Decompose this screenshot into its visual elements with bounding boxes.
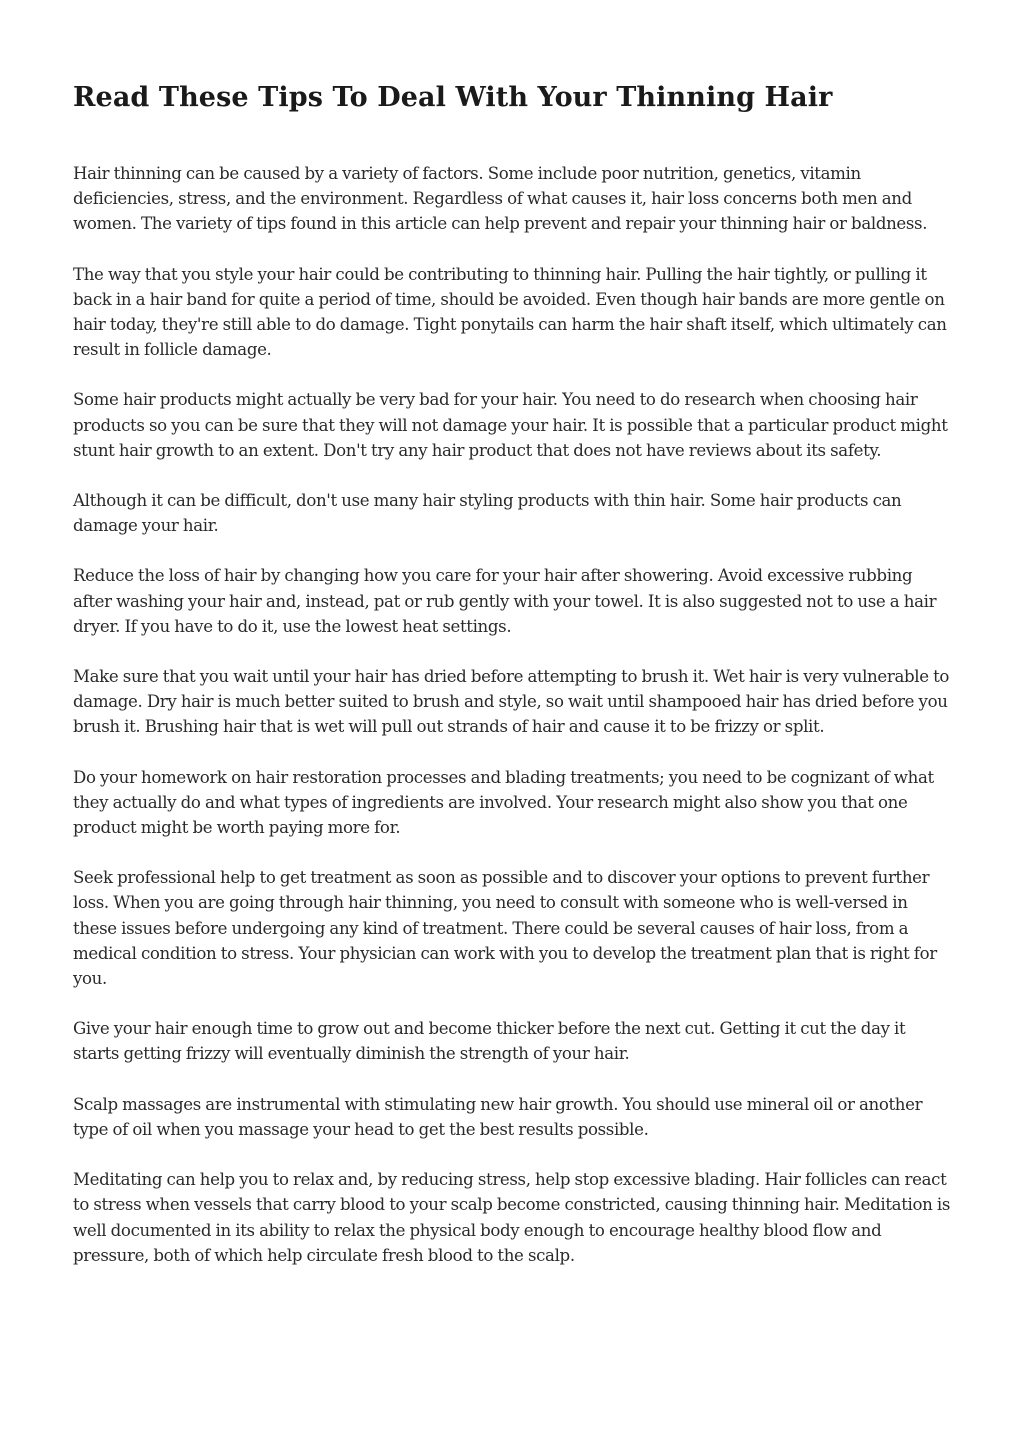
paragraph-haircut: Give your hair enough time to grow out and become thicker before the next cut. Getting it cut the day it starts getting frizzy will eventually diminish the strength of your hair. [73, 1019, 906, 1064]
paragraph-intro: Hair thinning can be caused by a variety of factors. Some include poor nutrition, genetics, vitamin deficiencies, stress, and the environment. Regardless of what causes it, hair loss concerns both men and women. The variety of tips found in this article can help prevent and repair your thinning hair or baldness. [73, 164, 928, 234]
paragraph-professional-help: Seek professional help to get treatment as soon as possible and to discover your options to prevent further loss. When you are going through hair thinning, you need to consult with someone who is well-versed in these issues before undergoing any kind of treatment. There could be several causes of hair loss, from a medical condition to stress. Your physician can work with you to develop the treatment plan that is right for you. [73, 868, 937, 989]
document-page [73, 80, 953, 1293]
paragraph-showering: Reduce the loss of hair by changing how you care for your hair after showering. Avoid excessive rubbing after washing your hair and, instead, pat or rub gently with your towel. It is also suggested not to use a hair dryer. If you have to do it, use the lowest heat settings. [73, 566, 937, 636]
paragraph-styling-products: Although it can be difficult, don't use many hair styling products with thin hair. Some hair products can damage your hair. [73, 491, 902, 536]
paragraph-styling: The way that you style your hair could be contributing to thinning hair. Pulling the hair tightly, or pulling it back in a hair band for quite a period of time, should be avoided. Even though hair bands are more gentle on hair today, they're still able to do damage. Tight ponytails can harm the hair shaft itself, which ultimately can result in follicle damage. [73, 264, 947, 360]
paragraph-brushing: Make sure that you wait until your hair has dried before attempting to brush it. Wet hair is very vulnerable to damage. Dry hair is much better suited to brush and style, so wait until shampooed hair has dried before you brush it. Brushing hair that is wet will pull out strands of hair and cause it to be frizzy or split. [73, 667, 950, 737]
paragraph-products: Some hair products might actually be very bad for your hair. You need to do research when choosing hair products so you can be sure that they will not damage your hair. It is possible that a particular product might stunt hair growth to an extent. Don't try any hair product that does not have reviews about its safety. [73, 390, 948, 460]
page-title: Read These Tips To Deal With Your Thinning Hair [73, 82, 833, 113]
paragraph-meditation: Meditating can help you to relax and, by reducing stress, help stop excessive blading. Hair follicles can react to stress when vessels that carry blood to your scalp become constricted, causing thinning hair. Meditation is well documented in its ability to relax the physical body enough to encourage healthy blood flow and pressure, both of which help circulate fresh blood to the scalp. [73, 1170, 950, 1265]
paragraph-homework: Do your homework on hair restoration processes and blading treatments; you need to be cognizant of what they actually do and what types of ingredients are involved. Your research might also show you that one product might be worth paying more for. [73, 767, 934, 838]
paragraph-scalp-massage: Scalp massages are instrumental with stimulating new hair growth. You should use mineral oil or another type of oil when you massage your head to get the best results possible. [73, 1094, 923, 1139]
